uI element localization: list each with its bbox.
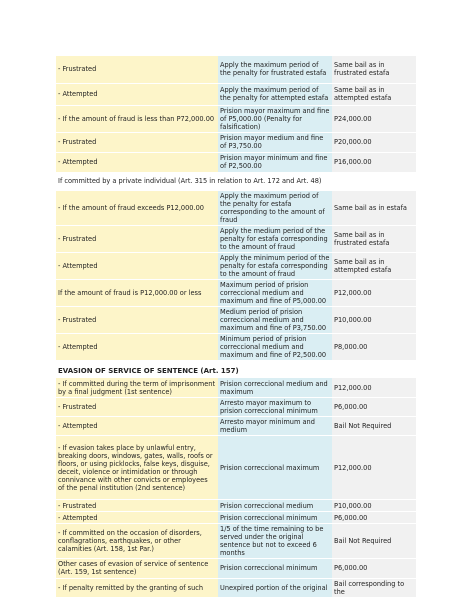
penalty-cell: Prision correccional maximum bbox=[218, 436, 332, 500]
offense-cell: - Attempted bbox=[56, 252, 218, 279]
penalty-cell: Prision mayor maximum and fine of P5,000.00 (Penalty for falsification) bbox=[218, 105, 332, 132]
offense-cell: - Attempted bbox=[56, 334, 218, 361]
penalty-cell: Prision correccional medium bbox=[218, 500, 332, 512]
penalty-cell: Apply the maximum period of the penalty for attempted estafa bbox=[218, 83, 332, 105]
offense-cell: - Frustrated bbox=[56, 398, 218, 417]
offense-cell: - Frustrated bbox=[56, 132, 218, 152]
table-body bbox=[56, 56, 416, 597]
table-row bbox=[56, 559, 416, 578]
bail-cell: Bail corresponding to the bbox=[332, 578, 416, 597]
offense-cell: - Frustrated bbox=[56, 307, 218, 334]
offense-cell: - Attempted bbox=[56, 512, 218, 524]
bail-cell: P8,000.00 bbox=[332, 334, 416, 361]
offense-cell: - Attempted bbox=[56, 83, 218, 105]
bail-cell: P6,000.00 bbox=[332, 559, 416, 578]
table-row bbox=[56, 152, 416, 172]
section-heading: EVASION OF SERVICE OF SENTENCE (Art. 157) bbox=[56, 361, 416, 378]
offense-cell: - Attempted bbox=[56, 152, 218, 172]
table-row bbox=[56, 334, 416, 361]
table-row bbox=[56, 417, 416, 436]
penalty-cell: Prision correccional medium and maximum bbox=[218, 378, 332, 398]
penalty-cell: Medium period of prision correccional medium and maximum and fine of P3,750.00 bbox=[218, 307, 332, 334]
penalty-cell: Unexpired portion of the original bbox=[218, 578, 332, 597]
bail-cell: Same bail as in estafa bbox=[332, 190, 416, 225]
table-row bbox=[56, 436, 416, 500]
offense-cell: - Attempted bbox=[56, 417, 218, 436]
bail-cell: P12,000.00 bbox=[332, 279, 416, 306]
penalty-cell: Apply the medium period of the penalty for estafa corresponding to the amount of fraud bbox=[218, 225, 332, 252]
offense-cell: - Frustrated bbox=[56, 225, 218, 252]
penalty-cell: Apply the maximum period of the penalty for frustrated estafa bbox=[218, 56, 332, 83]
penalty-cell: Prision correccional minimum bbox=[218, 512, 332, 524]
bail-cell: P10,000.00 bbox=[332, 307, 416, 334]
penalty-cell: Prision mayor medium and fine of P3,750.00 bbox=[218, 132, 332, 152]
bail-cell: P12,000.00 bbox=[332, 378, 416, 398]
offense-cell: - If penalty remitted by the granting of such bbox=[56, 578, 218, 597]
bail-cell: Same bail as in frustrated estafa bbox=[332, 225, 416, 252]
bail-cell: P10,000.00 bbox=[332, 500, 416, 512]
bail-cell: P6,000.00 bbox=[332, 398, 416, 417]
offense-cell: - If committed on the occasion of disorders, conflagrations, earthquakes, or other calamities (Art. 158, 1st Par.) bbox=[56, 524, 218, 559]
subsection-label: If committed by a private individual (Art. 315 in relation to Art. 172 and Art. 48) bbox=[56, 172, 416, 190]
penalty-cell: Prision correccional minimum bbox=[218, 559, 332, 578]
section-heading-row bbox=[56, 361, 416, 378]
table-row bbox=[56, 512, 416, 524]
offense-cell: - If evasion takes place by unlawful entry, breaking doors, windows, gates, walls, roofs or floors, or using picklocks, false keys, disguise, deceit, violence or intimidation or through connivance with other convicts or employees of the penal institution (2nd sentence) bbox=[56, 436, 218, 500]
penalty-cell: Prision mayor minimum and fine of P2,500.00 bbox=[218, 152, 332, 172]
table-row bbox=[56, 225, 416, 252]
penalty-cell: 1/5 of the time remaining to be served under the original sentence but not to exceed 6 months bbox=[218, 524, 332, 559]
table-row bbox=[56, 578, 416, 597]
offense-cell: - Frustrated bbox=[56, 56, 218, 83]
penalty-cell: Maximum period of prision correccional medium and maximum and fine of P5,000.00 bbox=[218, 279, 332, 306]
penalty-cell: Apply the minimum period of the penalty for estafa corresponding to the amount of fraud bbox=[218, 252, 332, 279]
offense-cell: Other cases of evasion of service of sentence (Art. 159, 1st sentence) bbox=[56, 559, 218, 578]
offense-cell: If the amount of fraud is P12,000.00 or less bbox=[56, 279, 218, 306]
bail-cell: P12,000.00 bbox=[332, 436, 416, 500]
offense-cell: - If the amount of fraud is less than P72,000.00 bbox=[56, 105, 218, 132]
offense-cell: - If committed during the term of imprisonment by a final judgment (1st sentence) bbox=[56, 378, 218, 398]
table-row bbox=[56, 524, 416, 559]
offense-cell: - If the amount of fraud exceeds P12,000.00 bbox=[56, 190, 218, 225]
table-row bbox=[56, 132, 416, 152]
table-row bbox=[56, 172, 416, 190]
table-row bbox=[56, 378, 416, 398]
penalty-cell: Apply the maximum period of the penalty for estafa corresponding to the amount of fraud bbox=[218, 190, 332, 225]
bail-cell: P24,000.00 bbox=[332, 105, 416, 132]
bail-cell: Same bail as in frustrated estafa bbox=[332, 56, 416, 83]
bail-cell: Bail Not Required bbox=[332, 524, 416, 559]
penalty-cell: Minimum period of prision correccional medium and maximum and fine of P2,500.00 bbox=[218, 334, 332, 361]
offense-cell: - Frustrated bbox=[56, 500, 218, 512]
table-row bbox=[56, 190, 416, 225]
bail-cell: Bail Not Required bbox=[332, 417, 416, 436]
table-row bbox=[56, 56, 416, 83]
table-row bbox=[56, 105, 416, 132]
penalty-cell: Arresto mayor minimum and medium bbox=[218, 417, 332, 436]
bail-cell: P20,000.00 bbox=[332, 132, 416, 152]
penalty-bail-table bbox=[56, 56, 416, 598]
table-row bbox=[56, 398, 416, 417]
bail-cell: P6,000.00 bbox=[332, 512, 416, 524]
table-row bbox=[56, 279, 416, 306]
bail-cell: P16,000.00 bbox=[332, 152, 416, 172]
table-row bbox=[56, 500, 416, 512]
table-row bbox=[56, 83, 416, 105]
bail-cell: Same bail as in attempted estafa bbox=[332, 83, 416, 105]
penalty-cell: Arresto mayor maximum to prision correccional minimum bbox=[218, 398, 332, 417]
table-row bbox=[56, 307, 416, 334]
table-row bbox=[56, 252, 416, 279]
bail-cell: Same bail as in attempted estafa bbox=[332, 252, 416, 279]
